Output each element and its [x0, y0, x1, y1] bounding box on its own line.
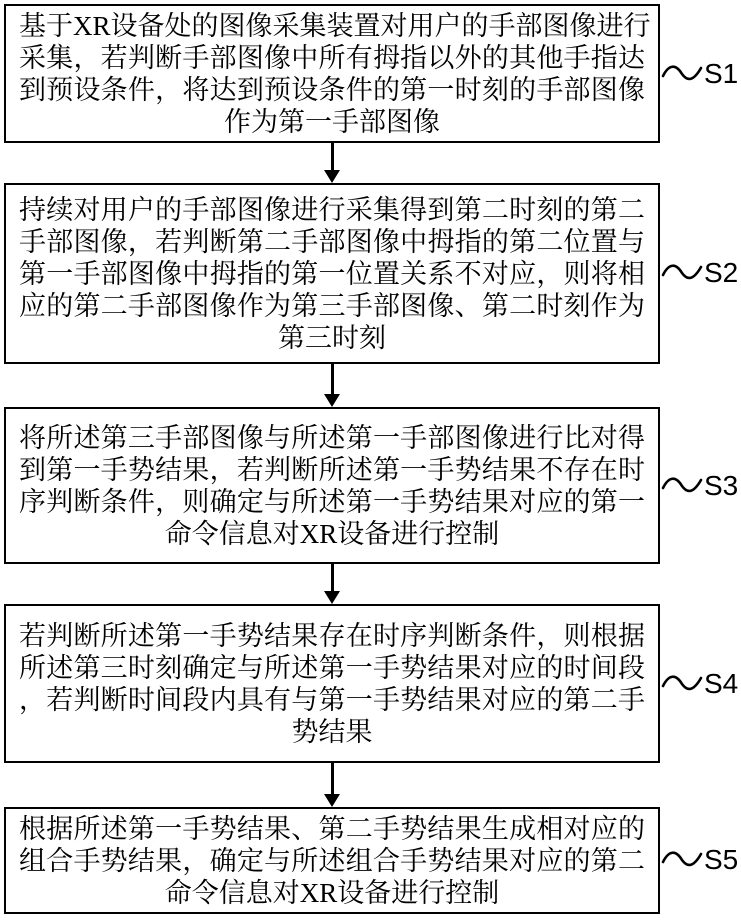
step-text-line: 将所述第三手部图像与所述第一手部图像进行比对得 — [19, 422, 645, 453]
step-text-line: 手部图像，若判断第二手部图像中拇指的第二位置与 — [19, 226, 645, 257]
arrow-shaft — [331, 143, 334, 170]
step-text-line: 命令信息对XR设备进行控制 — [164, 518, 500, 549]
arrow-shaft — [331, 564, 334, 591]
arrow-head — [324, 794, 340, 807]
step-label-s5 — [661, 846, 738, 874]
step-id: S1 — [704, 58, 739, 89]
step-text-line: ，若判断时间段内具有与第一手势结果对应的第二手 — [19, 684, 645, 715]
step-text-line: 应的第二手部图像作为第三手部图像、第二时刻作为 — [19, 290, 645, 321]
step-text-line: 组合手势结果，确定与所述组合手势结果对应的第二 — [19, 845, 645, 876]
step-text-line: 序判断条件，则确定与所述第一手势结果对应的第一 — [19, 486, 645, 517]
step-text-line: 基于XR设备处的图像采集装置对用户的手部图像进行 — [19, 10, 651, 41]
step-label-s4 — [661, 670, 738, 698]
step-text-line: 若判断所述第一手势结果存在时序判断条件，则根据 — [19, 620, 645, 651]
arrow-head — [324, 394, 340, 407]
tilde-connector-icon — [661, 847, 703, 873]
flow-step-box-s2 — [4, 183, 660, 364]
arrow-shaft — [331, 763, 334, 794]
step-text-line: 势结果 — [291, 716, 373, 747]
step-text-line: 所述第三时刻确定与所述第一手势结果对应的时间段 — [19, 652, 645, 683]
flow-step-box-s3 — [4, 407, 660, 564]
flow-step-box-s5 — [4, 807, 660, 914]
tilde-connector-icon — [661, 473, 703, 499]
step-id: S5 — [704, 844, 739, 875]
step-text-line: 到预设条件，将达到预设条件的第一时刻的手部图像 — [19, 74, 645, 105]
step-text-line: 第三时刻 — [278, 322, 386, 353]
step-text-line: 作为第一手部图像 — [224, 106, 440, 137]
tilde-connector-icon — [661, 61, 703, 87]
tilde-connector-icon — [661, 671, 703, 697]
arrow-head — [324, 591, 340, 604]
step-text-line: 命令信息对XR设备进行控制 — [164, 877, 500, 908]
flow-step-box-s4 — [4, 604, 660, 763]
step-id: S4 — [704, 668, 739, 699]
step-text-line: 第一手部图像中拇指的第一位置关系不对应，则将相 — [19, 258, 645, 289]
flow-step-box-s1 — [4, 4, 660, 143]
step-id: S2 — [704, 257, 739, 288]
step-text-line: 到第一手势结果，若判断所述第一手势结果不存在时 — [19, 454, 645, 485]
step-text-line: 采集，若判断手部图像中所有拇指以外的其他手指达 — [19, 42, 645, 73]
step-label-s1 — [661, 60, 738, 88]
step-text-line: 持续对用户的手部图像进行采集得到第二时刻的第二 — [19, 194, 645, 225]
tilde-connector-icon — [661, 260, 703, 286]
step-label-s2 — [661, 259, 738, 287]
arrow-head — [324, 170, 340, 183]
step-text-line: 根据所述第一手势结果、第二手势结果生成相对应的 — [19, 813, 645, 844]
step-id: S3 — [704, 470, 739, 501]
step-label-s3 — [661, 472, 738, 500]
arrow-shaft — [331, 364, 334, 394]
